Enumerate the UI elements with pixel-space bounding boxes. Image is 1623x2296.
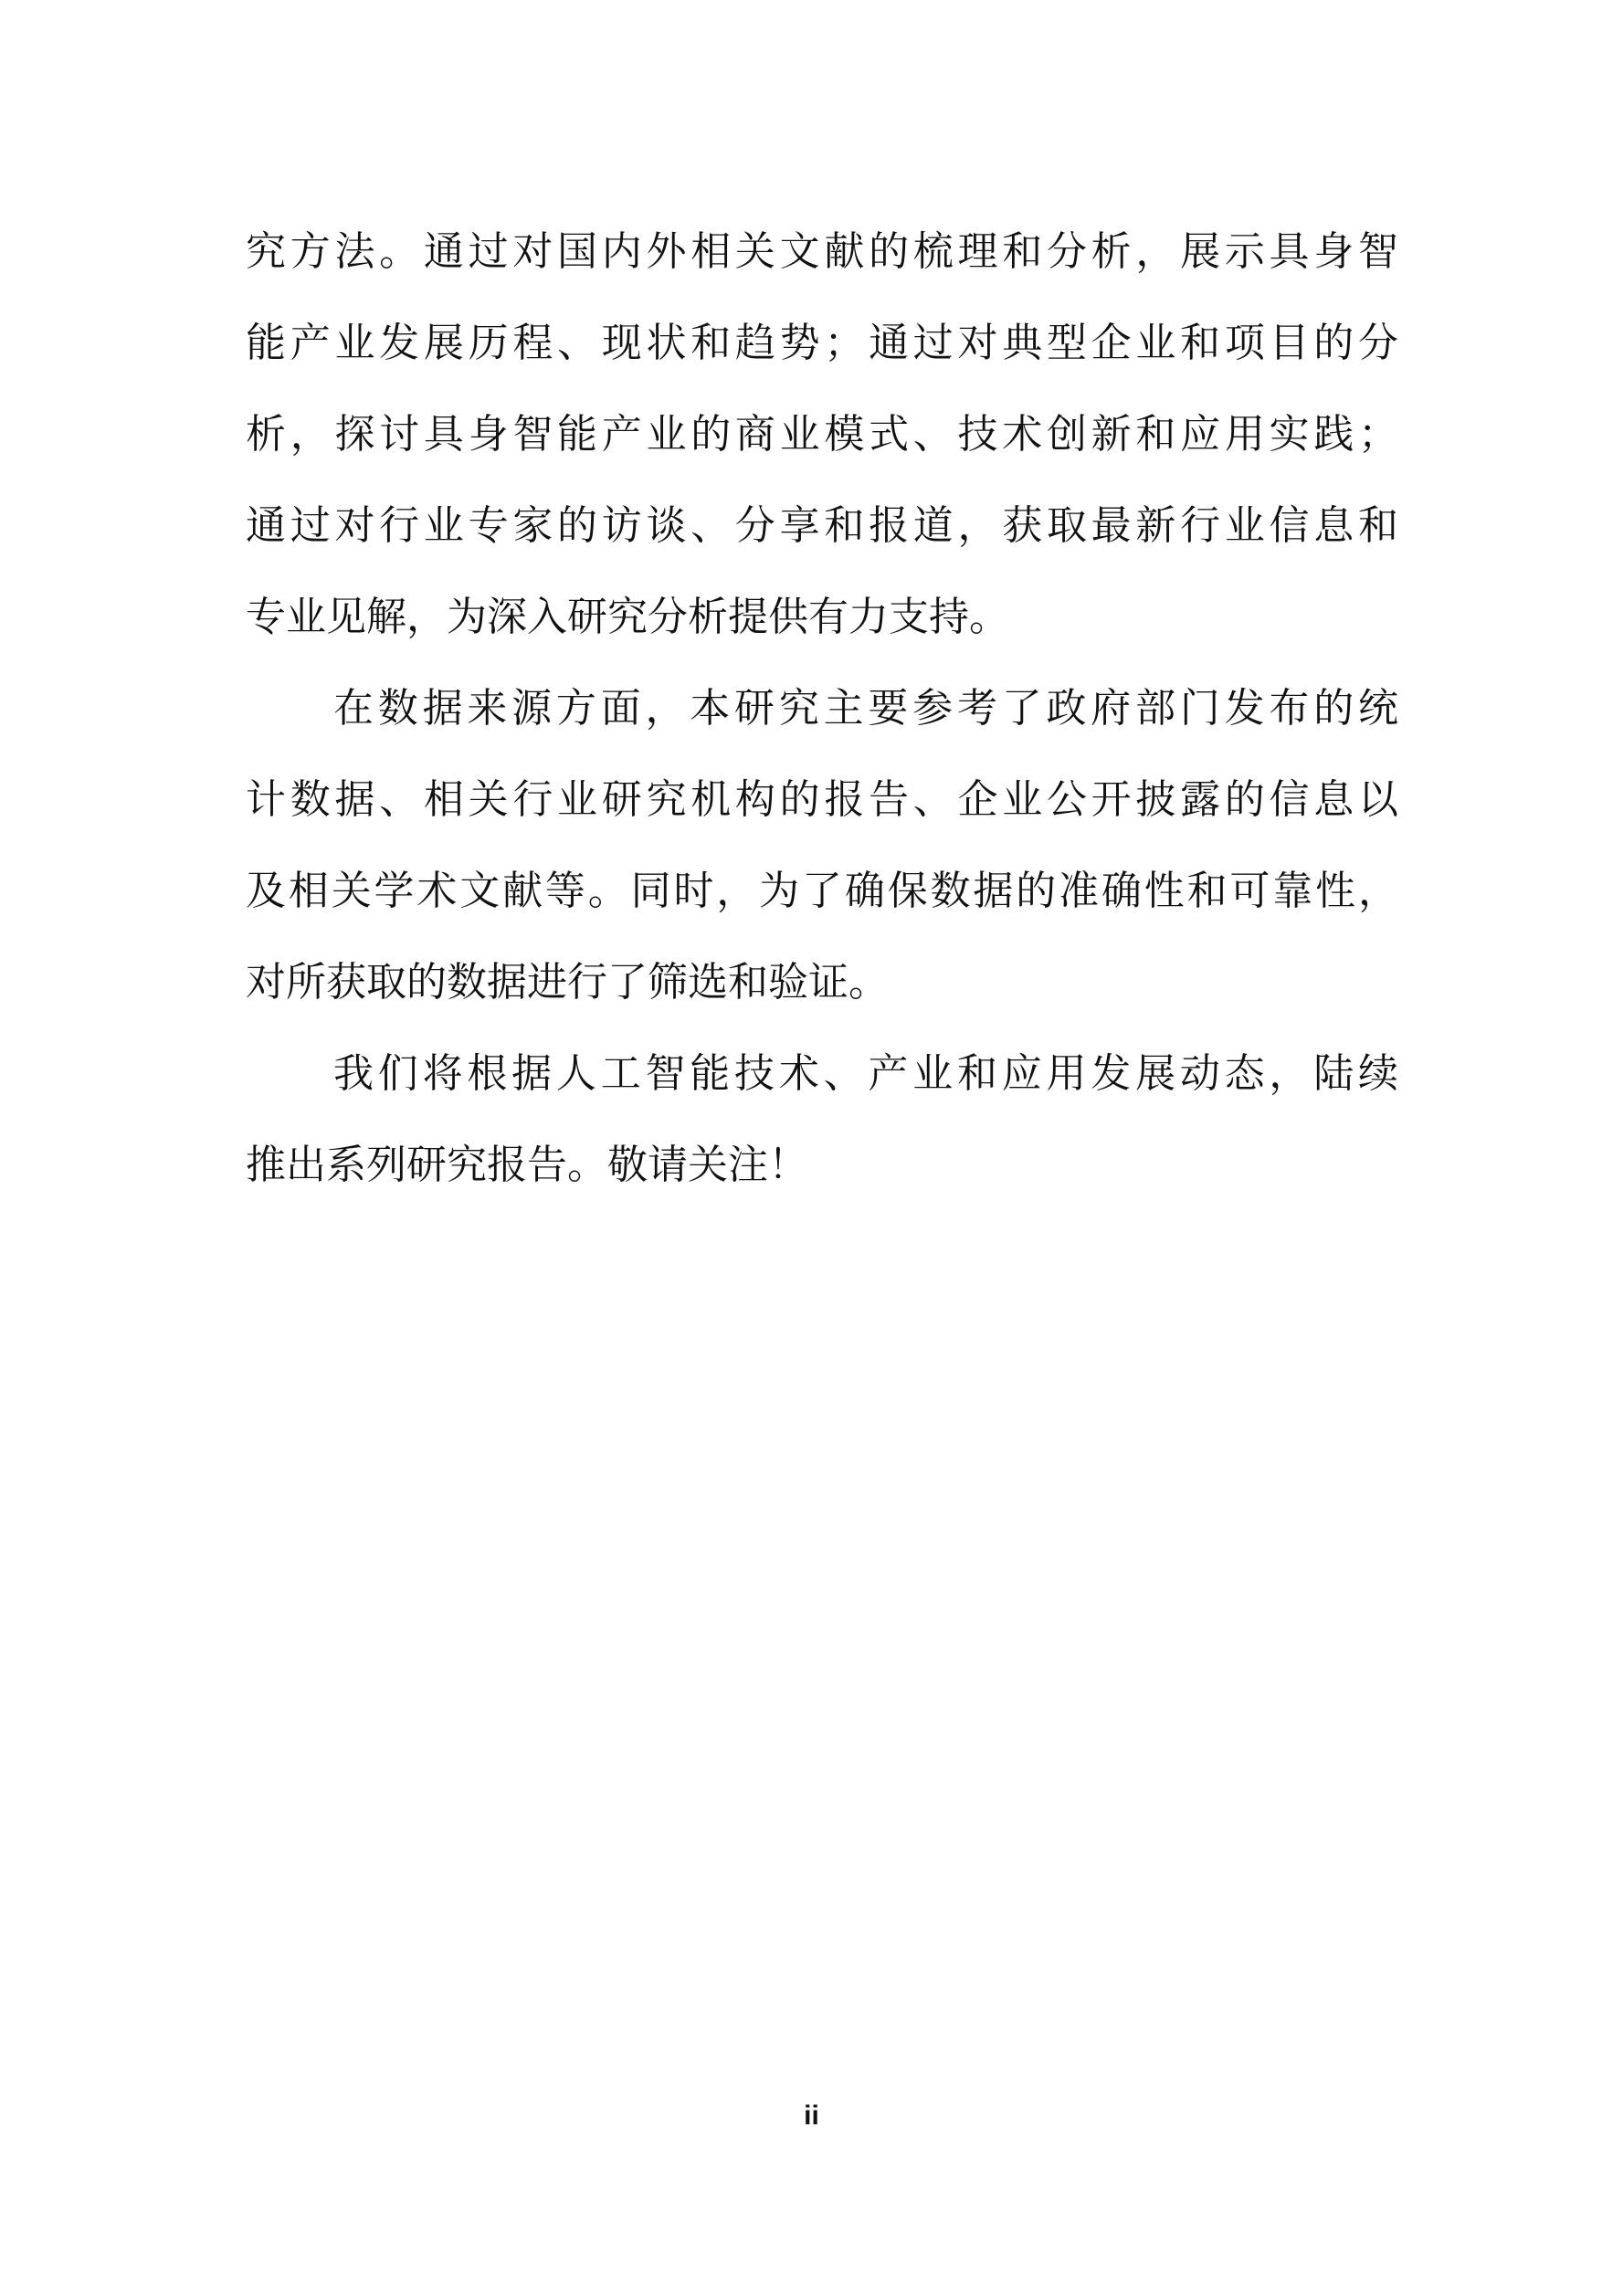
paragraph-3-line-2: 推出系列研究报告。敬请关注！ <box>246 1142 808 1188</box>
paragraph-1-line-1: 究方法。通过对国内外相关文献的梳理和分析，展示具身智 <box>246 228 1398 275</box>
paragraph-3-line-1: 我们将根据人工智能技术、产业和应用发展动态，陆续 <box>333 1050 1398 1097</box>
paragraph-2-line-4: 对所获取的数据进行了筛选和验证。 <box>246 959 889 1006</box>
paragraph-1-line-3: 析，探讨具身智能产业的商业模式、技术创新和应用实践； <box>246 411 1398 458</box>
paragraph-2-line-3: 及相关学术文献等。同时，为了确保数据的准确性和可靠性， <box>246 868 1398 914</box>
body-text <box>246 206 1398 1211</box>
page-number: ii <box>804 2101 819 2131</box>
paragraph-1-line-5: 专业见解，为深入研究分析提供有力支持。 <box>246 594 1009 640</box>
paragraph-1-line-2: 能产业发展历程、现状和趋势；通过对典型企业和项目的分 <box>246 320 1398 366</box>
paragraph-2-line-1: 在数据来源方面，本研究主要参考了政府部门发布的统 <box>333 685 1398 732</box>
paragraph-1-line-4: 通过对行业专家的访谈、分享和报道，获取最新行业信息和 <box>246 502 1398 549</box>
paragraph-2-line-2: 计数据、相关行业研究机构的报告、企业公开披露的信息以 <box>246 776 1398 823</box>
